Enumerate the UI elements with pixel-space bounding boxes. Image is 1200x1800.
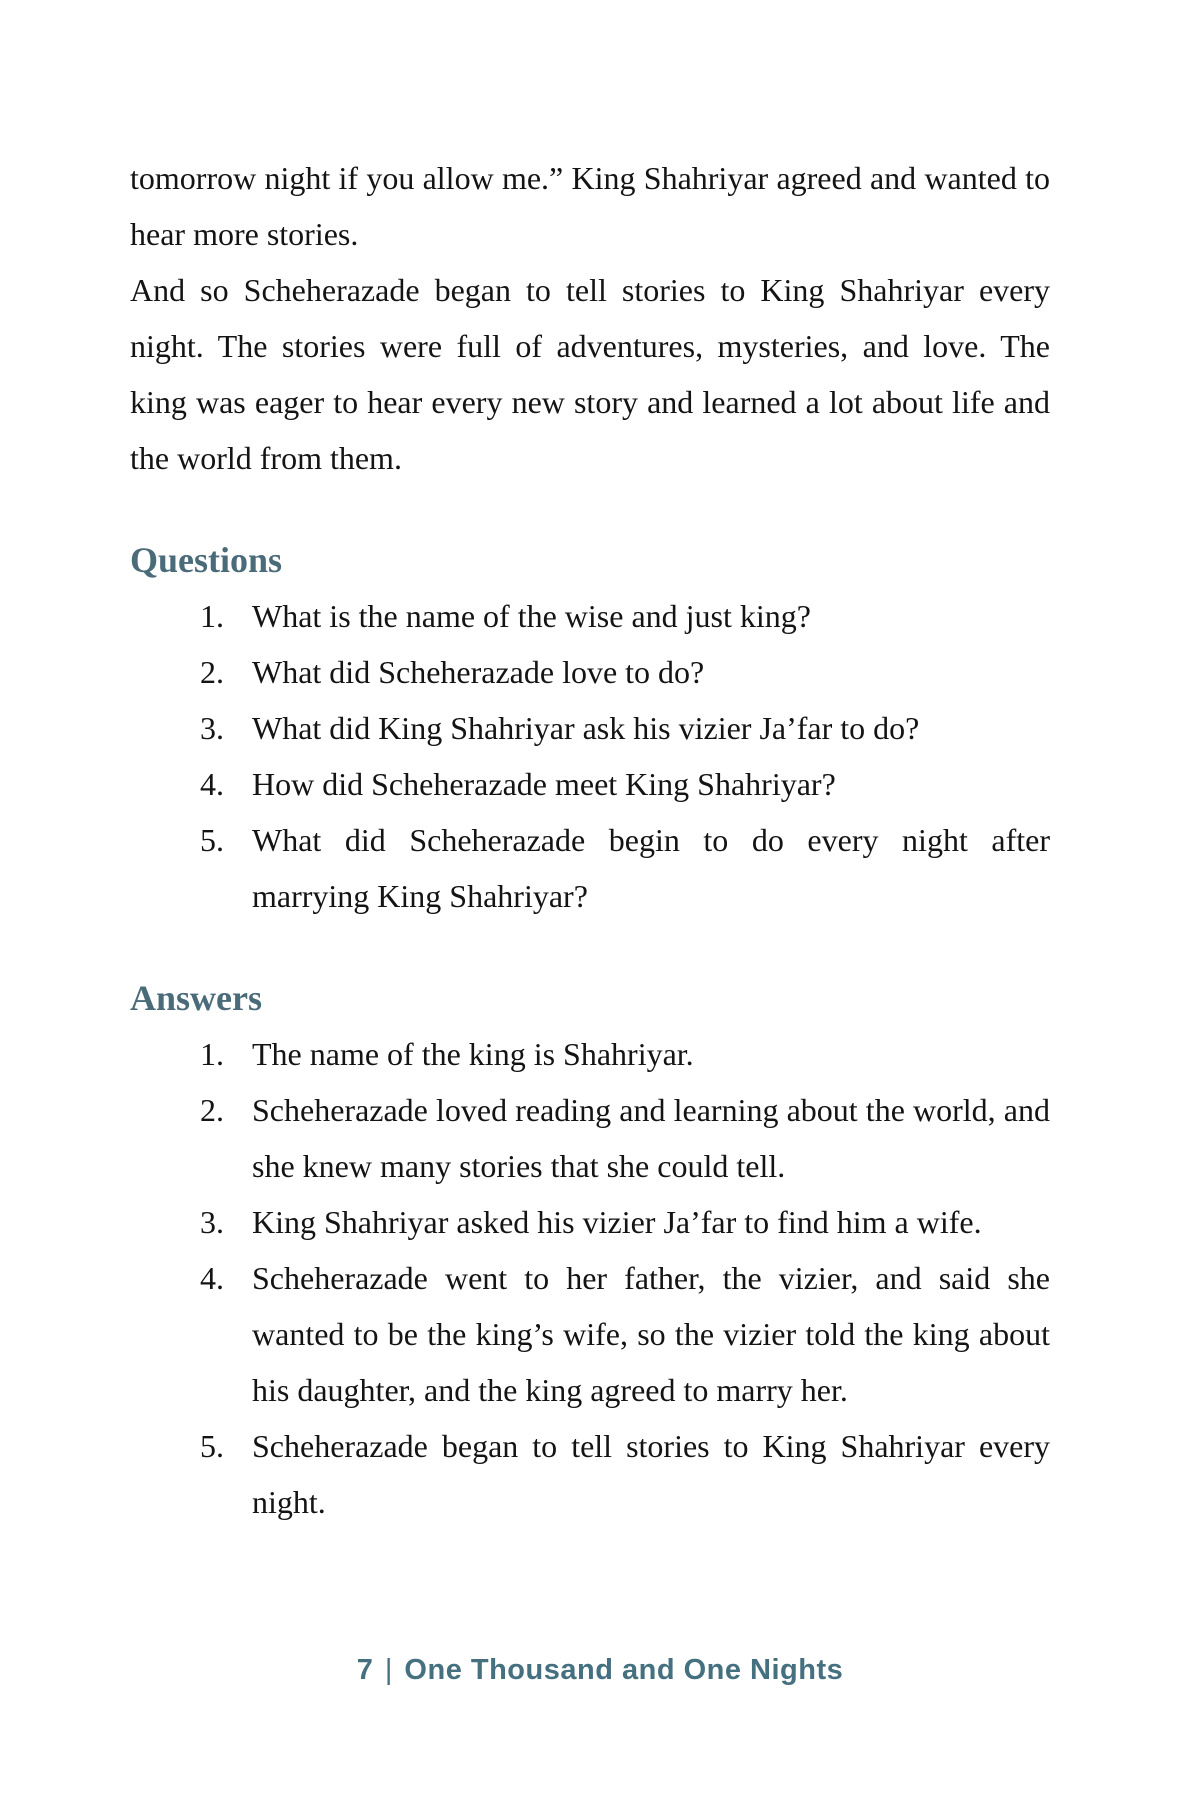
question-number: 4. — [200, 766, 224, 802]
answer-item — [130, 1082, 1050, 1194]
answer-number: 4. — [200, 1260, 224, 1296]
book-title: One Thousand and One Nights — [404, 1654, 844, 1686]
answer-number: 3. — [200, 1204, 224, 1240]
question-text: What is the name of the wise and just king? — [252, 598, 811, 634]
question-text: What did King Shahriyar ask his vizier Ja’far to do? — [252, 710, 920, 746]
question-number: 1. — [200, 598, 224, 634]
question-text: What did Scheherazade love to do? — [252, 654, 705, 690]
answer-text: King Shahriyar asked his vizier Ja’far to find him a wife. — [252, 1204, 982, 1240]
question-text: What did Scheherazade begin to do every night after marrying King Shahriyar? — [252, 822, 1050, 914]
answer-text: The name of the king is Shahriyar. — [252, 1036, 694, 1072]
question-item — [130, 588, 1050, 644]
questions-heading: Questions — [130, 540, 283, 580]
question-item — [130, 644, 1050, 700]
page-footer — [0, 1650, 1200, 1690]
answer-number: 2. — [200, 1092, 224, 1128]
question-number: 5. — [200, 822, 224, 858]
answer-number: 5. — [200, 1428, 224, 1464]
page-content — [130, 150, 1050, 1530]
story-paragraph-continuation: tomorrow night if you allow me.” King Shahriyar agreed and wanted to hear more stories. — [130, 160, 1050, 252]
question-item — [130, 812, 1050, 924]
question-number: 2. — [200, 654, 224, 690]
answer-text: Scheherazade loved reading and learning about the world, and she knew many stories that she could tell. — [252, 1092, 1050, 1184]
answer-number: 1. — [200, 1036, 224, 1072]
story-paragraph: And so Scheherazade began to tell stories to King Shahriyar every night. The stories were full of adventures, mysteries, and love. The king was eager to hear every new story and learned a lot about life and the world from them. — [130, 272, 1050, 476]
answer-item — [130, 1026, 1050, 1082]
answers-list — [130, 1026, 1050, 1530]
questions-list — [130, 588, 1050, 924]
answer-item — [130, 1250, 1050, 1418]
answer-text: Scheherazade began to tell stories to King Shahriyar every night. — [252, 1428, 1050, 1520]
question-number: 3. — [200, 710, 224, 746]
question-item — [130, 700, 1050, 756]
footer-separator: | — [384, 1654, 393, 1686]
answer-item — [130, 1194, 1050, 1250]
answer-item — [130, 1418, 1050, 1530]
answer-text: Scheherazade went to her father, the vizier, and said she wanted to be the king’s wife, so the vizier told the king about his daughter, and the king agreed to marry her. — [252, 1260, 1050, 1408]
question-text: How did Scheherazade meet King Shahriyar? — [252, 766, 836, 802]
answers-heading: Answers — [130, 978, 262, 1018]
question-item — [130, 756, 1050, 812]
page-number: 7 — [356, 1654, 373, 1686]
